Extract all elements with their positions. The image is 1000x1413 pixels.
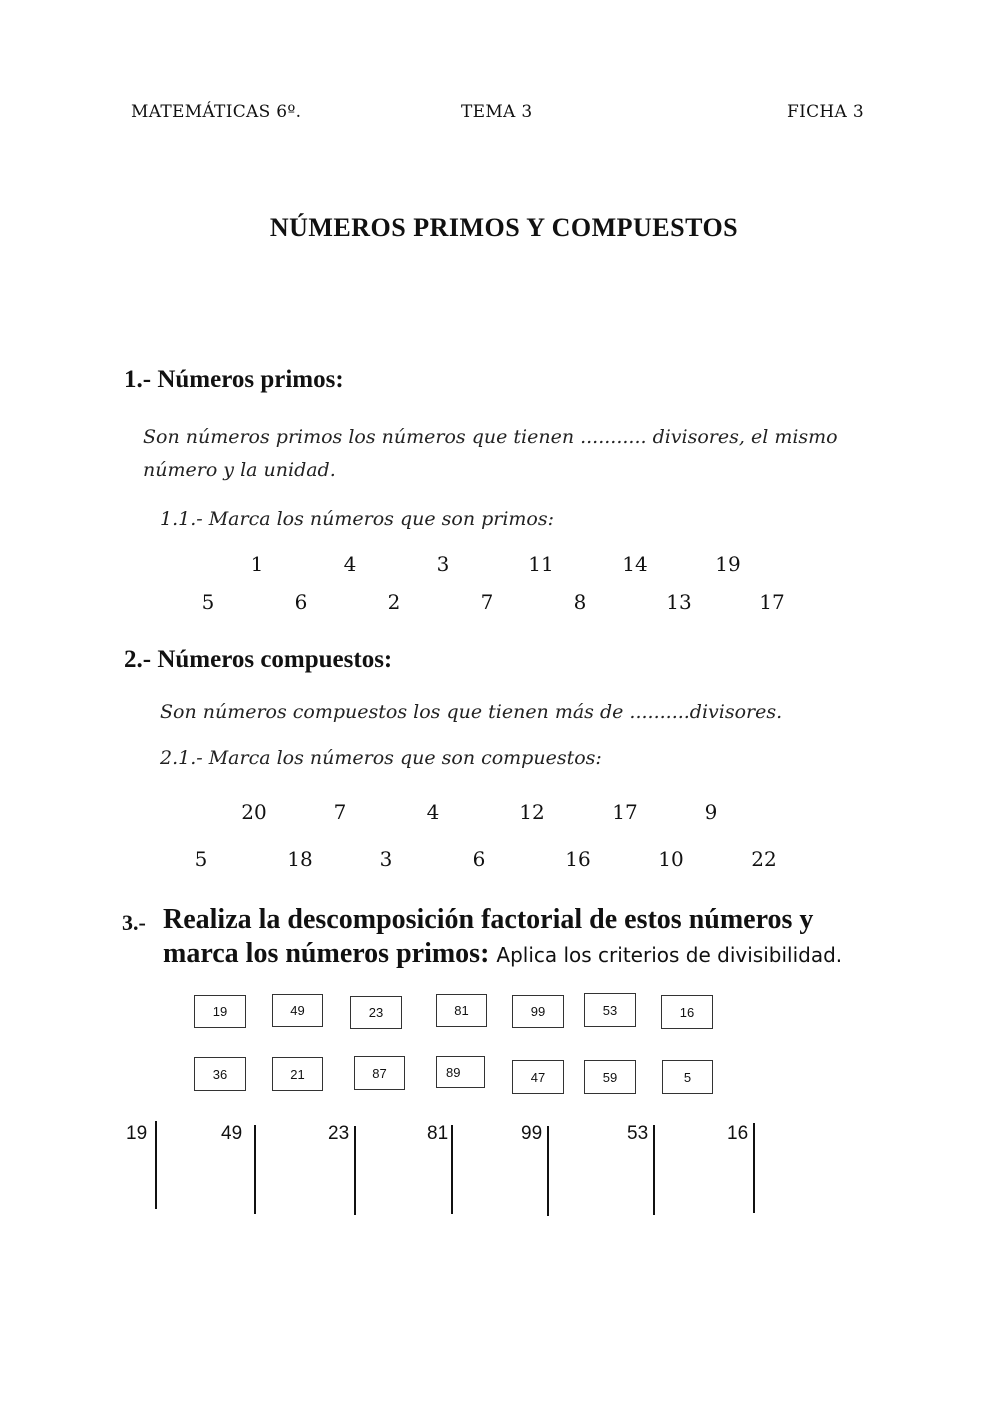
header-topic: TEMA 3 <box>461 102 533 122</box>
number-box[interactable]: 21 <box>272 1057 323 1091</box>
factorization-number: 16 <box>727 1123 749 1144</box>
prime-candidate[interactable]: 6 <box>294 590 308 614</box>
factorization-divider-line <box>753 1123 755 1213</box>
number-box[interactable]: 23 <box>350 996 402 1029</box>
composite-candidate[interactable]: 6 <box>472 847 486 871</box>
section-1-heading: 1.- Números primos: <box>124 366 344 393</box>
header-sheet: FICHA 3 <box>787 102 864 122</box>
prime-candidate[interactable]: 11 <box>528 552 554 576</box>
factorization-number: 23 <box>328 1123 350 1144</box>
number-box[interactable]: 47 <box>512 1060 564 1094</box>
composite-candidate[interactable]: 9 <box>704 800 718 824</box>
prime-candidate[interactable]: 19 <box>715 552 741 576</box>
number-box[interactable]: 89 <box>436 1056 485 1088</box>
number-box[interactable]: 53 <box>584 993 636 1027</box>
factorization-divider-line <box>547 1126 549 1216</box>
section-3-number: 3.- <box>122 910 146 935</box>
prime-candidate[interactable]: 14 <box>622 552 648 576</box>
number-box[interactable]: 87 <box>354 1056 405 1090</box>
exercise-1-1-instruction: 1.1.- Marca los números que son primos: <box>160 508 555 530</box>
composite-candidate[interactable]: 10 <box>658 847 684 871</box>
section-3-heading-line-1: Realiza la descomposición factorial de estos números y <box>163 904 814 935</box>
number-box[interactable]: 59 <box>584 1060 636 1094</box>
prime-candidate[interactable]: 1 <box>250 552 264 576</box>
number-box[interactable]: 36 <box>194 1057 246 1091</box>
factorization-divider-line <box>451 1125 453 1214</box>
page-title: NÚMEROS PRIMOS Y COMPUESTOS <box>269 213 739 242</box>
prime-candidate[interactable]: 7 <box>480 590 494 614</box>
factorization-number: 81 <box>427 1123 449 1144</box>
number-box[interactable]: 49 <box>272 994 323 1027</box>
number-box[interactable]: 19 <box>194 995 246 1028</box>
factorization-number: 99 <box>521 1123 543 1144</box>
number-box[interactable]: 81 <box>436 994 487 1027</box>
factorization-divider-line <box>653 1125 655 1215</box>
composite-candidate[interactable]: 20 <box>241 800 267 824</box>
prime-candidate[interactable]: 5 <box>201 590 215 614</box>
composite-candidate[interactable]: 7 <box>333 800 347 824</box>
prime-candidate[interactable]: 4 <box>343 552 357 576</box>
section-3-heading-text: marca los números primos: <box>163 938 490 969</box>
factorization-number: 53 <box>627 1123 649 1144</box>
section-1-definition-line-1: Son números primos los números que tienen ........... divisores, el mismo <box>143 426 838 448</box>
section-2-heading: 2.- Números compuestos: <box>124 646 393 673</box>
exercise-2-1-instruction: 2.1.- Marca los números que son compuestos: <box>160 747 602 769</box>
composite-candidate[interactable]: 3 <box>379 847 393 871</box>
factorization-divider-line <box>354 1126 356 1215</box>
prime-candidate[interactable]: 3 <box>436 552 450 576</box>
prime-candidate[interactable]: 13 <box>666 590 692 614</box>
composite-candidate[interactable]: 18 <box>287 847 313 871</box>
prime-candidate[interactable]: 2 <box>387 590 401 614</box>
composite-candidate[interactable]: 12 <box>519 800 545 824</box>
composite-candidate[interactable]: 22 <box>751 847 777 871</box>
section-3-note: Aplica los criterios de divisibilidad. <box>496 943 843 967</box>
composite-candidate[interactable]: 4 <box>426 800 440 824</box>
composite-candidate[interactable]: 5 <box>194 847 208 871</box>
number-box[interactable]: 5 <box>662 1060 713 1094</box>
factorization-number: 49 <box>221 1123 243 1144</box>
section-1-definition-line-2: número y la unidad. <box>143 459 336 481</box>
section-2-definition: Son números compuestos los que tienen más de ..........divisores. <box>160 701 783 723</box>
factorization-divider-line <box>155 1121 157 1209</box>
number-box[interactable]: 16 <box>661 995 713 1029</box>
factorization-number: 19 <box>126 1123 148 1144</box>
composite-candidate[interactable]: 17 <box>612 800 638 824</box>
number-box[interactable]: 99 <box>512 995 564 1028</box>
composite-candidate[interactable]: 16 <box>565 847 591 871</box>
factorization-divider-line <box>254 1125 256 1214</box>
section-3-heading-line-2 <box>163 938 842 970</box>
header-subject: MATEMÁTICAS 6º. <box>131 102 302 122</box>
prime-candidate[interactable]: 17 <box>759 590 785 614</box>
prime-candidate[interactable]: 8 <box>573 590 587 614</box>
